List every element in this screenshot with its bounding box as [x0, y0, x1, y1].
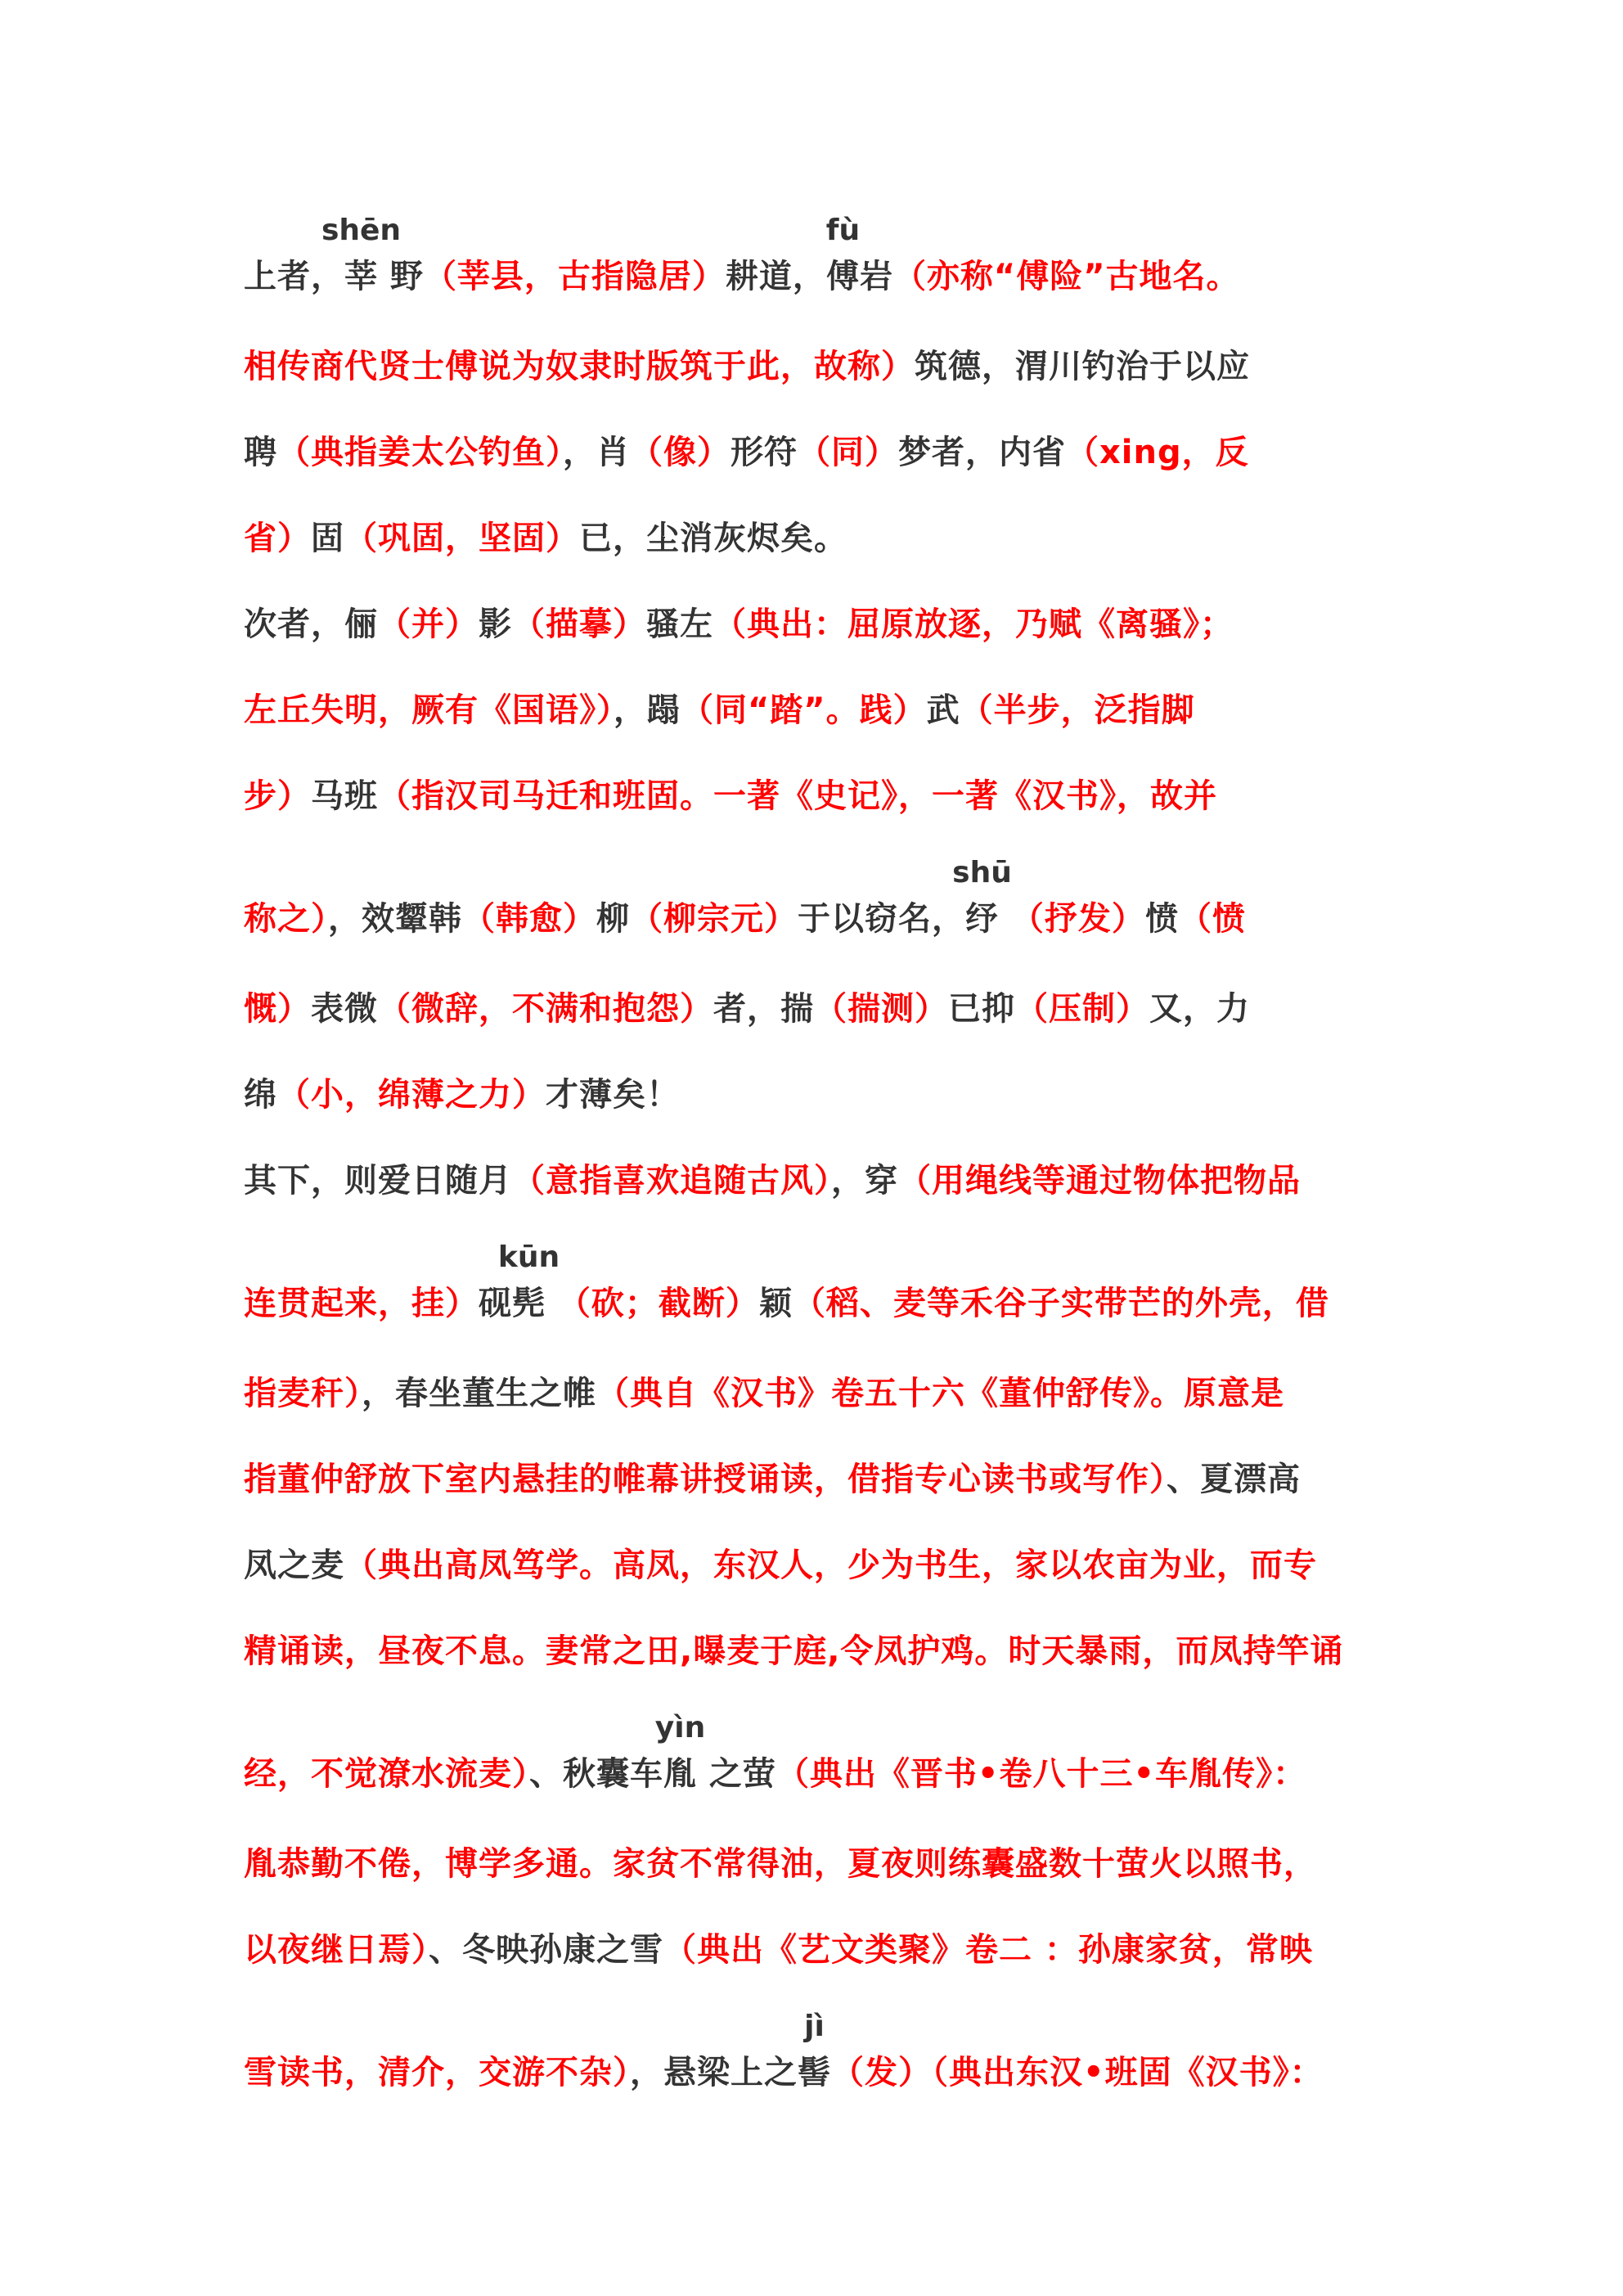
- body-text: 于以窃名，: [798, 900, 965, 938]
- body-text: 武: [926, 691, 960, 729]
- annotation-text: 省）: [244, 520, 311, 557]
- body-text: 影: [479, 606, 512, 643]
- body-text: ，效颦韩: [328, 900, 462, 938]
- text-line: [244, 1455, 1389, 1504]
- annotation-text: （典出：屈原放逐，乃赋《离骚》；: [713, 606, 1234, 643]
- body-text: 才薄矣！: [546, 1076, 680, 1114]
- annotated-character: 纾: [965, 900, 999, 938]
- text-line: [244, 1156, 1389, 1205]
- annotation-text: （像）: [630, 434, 731, 471]
- annotation-text: 胤恭勤不倦，博学多通。家贫不常得油，夏夜则练囊盛数十萤火以照书，: [244, 1845, 1317, 1883]
- ruby-annotated-char: [952, 856, 1012, 943]
- annotation-text: （揣测）: [814, 990, 948, 1028]
- body-text: 其下，则爱日随月: [244, 1162, 512, 1200]
- annotation-text: （典自《汉书》卷五十六《董仲舒传》。原意是: [596, 1375, 1284, 1412]
- annotation-text: （抒发）: [999, 900, 1145, 938]
- annotation-text: （莘县，古指隐居）: [423, 258, 726, 295]
- body-text: 固: [311, 520, 344, 557]
- annotation-text: （亦称“傅险”古地名。: [892, 258, 1240, 295]
- annotation-text: （xing，反: [1066, 434, 1249, 471]
- body-text: 次者，俪: [244, 606, 378, 643]
- text-line: [244, 1369, 1389, 1418]
- annotated-character: 莘: [344, 258, 378, 295]
- body-text: 梦者，内省: [898, 434, 1066, 471]
- body-text: 、秋囊车: [529, 1755, 663, 1793]
- body-text: 砚: [479, 1285, 512, 1322]
- body-text: 愤: [1144, 900, 1179, 938]
- body-text: 聘: [244, 434, 277, 471]
- text-line: [244, 428, 1389, 477]
- annotation-text: （半步，泛指脚: [960, 691, 1195, 729]
- annotation-text: （小，绵薄之力）: [277, 1076, 546, 1114]
- body-text: 、夏漂高: [1167, 1461, 1301, 1498]
- body-text: 野: [378, 258, 424, 295]
- ruby-annotated-char: [321, 214, 402, 301]
- body-text: 柳: [596, 900, 630, 938]
- body-text: ，肖: [563, 434, 630, 471]
- annotation-text: （典出《艺文类聚》卷二 ：孙康家贫，常映: [663, 1931, 1313, 1969]
- ruby-annotated-char: [654, 1711, 706, 1799]
- body-text: 岩: [859, 258, 893, 295]
- ruby-annotated-char: [798, 2010, 831, 2097]
- text-line: [244, 2010, 1389, 2097]
- pinyin-annotation: jì: [804, 2010, 825, 2043]
- annotation-text: （巩固，坚固）: [344, 520, 579, 557]
- body-text: ，穿: [831, 1162, 898, 1200]
- annotation-text: （典出高凤笃学。高凤，东汉人，少为书生，家以农亩为业，而专: [344, 1546, 1317, 1584]
- body-text: 已抑: [948, 990, 1015, 1028]
- annotation-text: （韩愈）: [462, 900, 596, 938]
- body-text: 表微: [311, 990, 378, 1028]
- body-text: 、冬映孙康之雪: [429, 1931, 663, 1969]
- annotation-text: （砍；截断）: [546, 1285, 759, 1322]
- annotation-text: 慨）: [244, 990, 311, 1028]
- annotation-text: （同“踏”。践）: [681, 691, 927, 729]
- annotation-text: （用绳线等通过物体把物品: [898, 1162, 1301, 1200]
- annotation-text: 指董仲舒放下室内悬挂的帷幕讲授诵读，借指专心读书或写作）: [244, 1461, 1167, 1498]
- body-text: 上者，: [244, 258, 344, 295]
- text-line: [244, 1711, 1389, 1799]
- annotated-character: 胤: [663, 1755, 697, 1793]
- text-line: [244, 686, 1389, 735]
- body-text: 筑德，渭川钓治于以应: [915, 348, 1250, 385]
- body-text: 之萤: [697, 1755, 776, 1793]
- body-text: ，悬梁上之: [630, 2054, 798, 2091]
- text-line: [244, 1839, 1389, 1889]
- ruby-annotated-char: [825, 214, 861, 301]
- body-text: 又，力: [1149, 990, 1250, 1028]
- annotation-text: 精诵读，昼夜不息。妻常之田,曝麦于庭,令凤护鸡。时天暴雨，而凤持竿诵: [244, 1632, 1344, 1670]
- text-line: [244, 1070, 1389, 1119]
- text-line: [244, 1541, 1389, 1590]
- annotation-text: （发）: [831, 2054, 932, 2091]
- text-line: [244, 600, 1389, 649]
- annotation-text: （指汉司马迁和班固。一著《史记》，一著《汉书》，故并: [378, 777, 1217, 815]
- annotation-text: 步）: [244, 777, 311, 815]
- annotated-character: 髻: [798, 2054, 831, 2091]
- annotation-text: 指麦秆）: [244, 1375, 362, 1412]
- annotation-text: （典出东汉•班固《汉书》：: [932, 2054, 1324, 2091]
- pinyin-annotation: shēn: [321, 214, 402, 247]
- body-text: 已，尘消灰烬矣。: [579, 520, 847, 557]
- annotation-text: （压制）: [1015, 990, 1149, 1028]
- annotation-text: 连贯起来，挂）: [244, 1285, 479, 1322]
- text-line: [244, 214, 1389, 301]
- body-text: ，春坐董生之帷: [362, 1375, 596, 1412]
- annotation-text: （意指喜欢追随古风）: [512, 1162, 831, 1200]
- annotation-text: （稻、麦等禾谷子实带芒的外壳，借: [792, 1285, 1329, 1322]
- annotation-text: （柳宗元）: [630, 900, 798, 938]
- annotation-text: （并）: [378, 606, 479, 643]
- body-text: 凤之麦: [244, 1546, 344, 1584]
- text-line: [244, 342, 1389, 391]
- body-text: 形符: [731, 434, 798, 471]
- annotation-text: （典出《晋书•卷八十三•车胤传》：: [776, 1755, 1307, 1793]
- annotation-text: （愤: [1178, 900, 1246, 938]
- body-text: 骚左: [646, 606, 713, 643]
- pinyin-annotation: fù: [825, 214, 861, 247]
- pinyin-annotation: yìn: [654, 1711, 706, 1745]
- text-line: [244, 1925, 1389, 1974]
- body-text: ，蹋: [614, 691, 681, 729]
- annotation-text: 以夜继日焉）: [244, 1931, 429, 1969]
- body-text: 绵: [244, 1076, 277, 1114]
- annotation-text: 雪读书，清介，交游不杂）: [244, 2054, 630, 2091]
- ruby-annotated-char: [497, 1240, 560, 1328]
- pinyin-annotation: kūn: [497, 1240, 560, 1274]
- annotated-character: 傅: [825, 258, 860, 295]
- annotation-text: 称之）: [244, 900, 328, 938]
- text-line: [244, 772, 1389, 821]
- annotated-character: 髡: [512, 1285, 546, 1322]
- body-text: 马班: [311, 777, 378, 815]
- annotation-text: （典指姜太公钓鱼）: [277, 434, 563, 471]
- pinyin-annotation: shū: [952, 856, 1012, 889]
- text-line: [244, 514, 1389, 563]
- text-line: [244, 1240, 1389, 1328]
- text-line: [244, 1627, 1389, 1676]
- body-text: 颖: [758, 1285, 793, 1322]
- text-line: [244, 856, 1389, 943]
- text-line: [244, 984, 1389, 1033]
- annotation-text: （微辞，不满和抱怨）: [378, 990, 713, 1028]
- body-text: 耕道，: [725, 258, 826, 295]
- annotation-text: 相传商代贤士傅说为奴隶时版筑于此，故称）: [244, 348, 915, 385]
- body-text: 者，揣: [713, 990, 814, 1028]
- annotation-text: 经，不觉潦水流麦）: [244, 1755, 529, 1793]
- annotation-text: 左丘失明，厥有《国语》）: [244, 691, 614, 729]
- annotation-text: （同）: [798, 434, 898, 471]
- annotation-text: （描摹）: [512, 606, 646, 643]
